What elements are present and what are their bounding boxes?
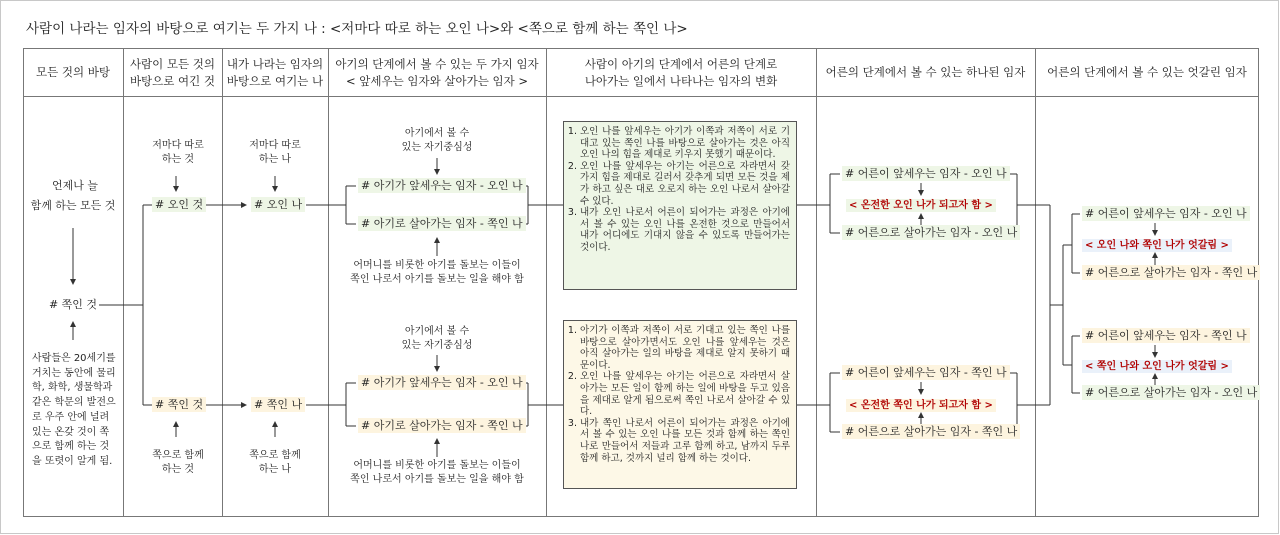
header-col-2: 사람이 모든 것의 바탕으로 여긴 것 (129, 56, 216, 88)
col1-center-node: # 쪽인 것 (48, 298, 98, 311)
col5-lower-box (563, 320, 797, 489)
col4-lower-note-bottom: 어머니를 비롯한 아기를 돌보는 이들이 쪽인 나로서 아기를 돌보는 일을 해야 함 (350, 460, 524, 485)
col5-upper-item: 3. 내가 오인 나로서 어른이 되어가는 과정은 아기에서 볼 수 있는 오인 나를 온전한 것으로 만들어서 내가 어디에도 기대지 않을 수 있도록 만들어가는 것이다. (580, 207, 790, 253)
col2-lower-node: # 쪽인 것 (152, 397, 206, 413)
col4-lower-a: # 아기가 앞세우는 임자 - 오인 나 (358, 375, 526, 391)
header-col-4: 아기의 단계에서 볼 수 있는 두 가지 임자 < 앞세우는 임자와 살아가는 임자 > (335, 56, 539, 88)
col4-upper-note-bottom: 어머니를 비롯한 아기를 돌보는 이들이 쪽인 나로서 아기를 돌보는 일을 해야 함 (350, 260, 524, 285)
col3-upper-node: # 오인 나 (251, 197, 305, 213)
col6-upper-mid: < 온전한 오인 나가 되고자 함 > (846, 197, 996, 214)
diagram-title: 사람이 나라는 임자의 바탕으로 여기는 두 가지 나 : <저마다 따로 하는 오인 나>와 <쪽으로 함께 하는 쪽인 나> (26, 21, 688, 37)
col2-lower-note: 쪽으로 함께 하는 것 (152, 450, 204, 475)
header-col-7: 어른의 단계에서 볼 수 있는 엇갈린 임자 (1047, 65, 1247, 79)
col7-lower-b: # 어른으로 살아가는 임자 - 오인 나 (1082, 385, 1260, 401)
col5-lower-item: 3. 내가 쪽인 나로서 어른이 되어가는 과정은 아기에서 볼 수 있는 오인 나를 모든 것과 함께 하는 쪽인 나로 만들어서 저들과 고루 함께 하고, 남까지 두루 함께 하고, 것까지 널리 함께 하는 것이다. (580, 418, 790, 464)
col1-top-line2: 함께 하는 모든 것 (30, 199, 116, 212)
header-col-3: 내가 나라는 임자의 바탕으로 여기는 나 (226, 56, 324, 88)
col5-upper-item: 2. 오인 나를 앞세우는 아기는 어른으로 자라면서 갖가지 힘을 제대로 길러서 갖추게 되면 모든 것을 제가 하고 싶은 대로 오로지 하는 오인 나로서 살아갈 수 있다. (580, 161, 790, 207)
col5-lower-item: 1. 아기가 이쪽과 저쪽이 서로 기대고 있는 쪽인 나를 바탕으로 살아가면서도 오인 나를 앞세우는 것은 아직 살아가는 일의 바탕을 제대로 알지 못하기 때문이다. (580, 325, 790, 371)
col4-lower-note-top: 아기에서 볼 수 있는 자기중심성 (401, 326, 473, 351)
col6-upper-b: # 어른으로 살아가는 임자 - 오인 나 (842, 225, 1020, 241)
col7-upper-mid: < 오인 나와 쪽인 나가 엇갈림 > (1082, 237, 1232, 254)
col7-upper-b: # 어른으로 살아가는 임자 - 쪽인 나 (1082, 265, 1260, 281)
col7-upper-a: # 어른이 앞세우는 임자 - 오인 나 (1082, 206, 1250, 222)
col3-lower-note: 쪽으로 함께 하는 나 (249, 450, 301, 475)
col4-upper-b: # 아기로 살아가는 임자 - 쪽인 나 (358, 216, 526, 232)
col3-upper-note: 저마다 따로 하는 나 (249, 140, 301, 165)
col3-lower-node: # 쪽인 나 (251, 397, 305, 413)
col4-upper-note-top: 아기에서 볼 수 있는 자기중심성 (401, 128, 473, 153)
col7-lower-mid: < 쪽인 나와 오인 나가 엇갈림 > (1082, 358, 1232, 375)
col6-lower-mid: < 온전한 쪽인 나가 되고자 함 > (846, 397, 996, 414)
col5-upper-box (563, 121, 797, 290)
header-col-6: 어른의 단계에서 볼 수 있는 하나된 임자 (825, 65, 1026, 79)
col2-upper-node: # 오인 것 (152, 197, 206, 213)
col6-lower-b: # 어른으로 살아가는 임자 - 쪽인 나 (842, 424, 1020, 440)
col7-lower-a: # 어른이 앞세우는 임자 - 쪽인 나 (1082, 328, 1250, 344)
col1-bottom-note: 사람들은 20세기를 거치는 동안에 물리 학, 화학, 생물학과 같은 학문의 발전으 로 우주 안에 널려 있는 온갖 것이 쪽 으로 함께 하는 것 을 또렷이 알게 됨. (32, 353, 116, 467)
header-col-1: 모든 것의 바탕 (36, 65, 110, 79)
col2-upper-note: 저마다 따로 하는 것 (152, 140, 204, 165)
col5-lower-item: 2. 오인 나를 앞세우는 아기는 어른으로 자라면서 살아가는 모든 일이 함께 하는 일에 바탕을 두고 있음을 제대로 알게 됨으로써 쪽인 나로서 살아갈 수 있다. (580, 371, 790, 417)
col1-top-line1: 언제나 늘 (51, 179, 98, 192)
col6-upper-a: # 어른이 앞세우는 임자 - 오인 나 (842, 166, 1010, 182)
col4-lower-b: # 아기로 살아가는 임자 - 쪽인 나 (358, 418, 526, 434)
header-col-5: 사람이 아기의 단계에서 어른의 단계로 나아가는 일에서 나타나는 임자의 변화 (584, 56, 778, 88)
col4-upper-a: # 아기가 앞세우는 임자 - 오인 나 (358, 178, 526, 194)
col6-lower-a: # 어른이 앞세우는 임자 - 쪽인 나 (842, 365, 1010, 381)
col5-upper-item: 1. 오인 나를 앞세우는 아기가 이쪽과 저쪽이 서로 기대고 있는 쪽인 나를 바탕으로 살아가는 것은 아직 오인 나의 힘을 제대로 키우지 못했기 때문이다. (580, 126, 790, 161)
